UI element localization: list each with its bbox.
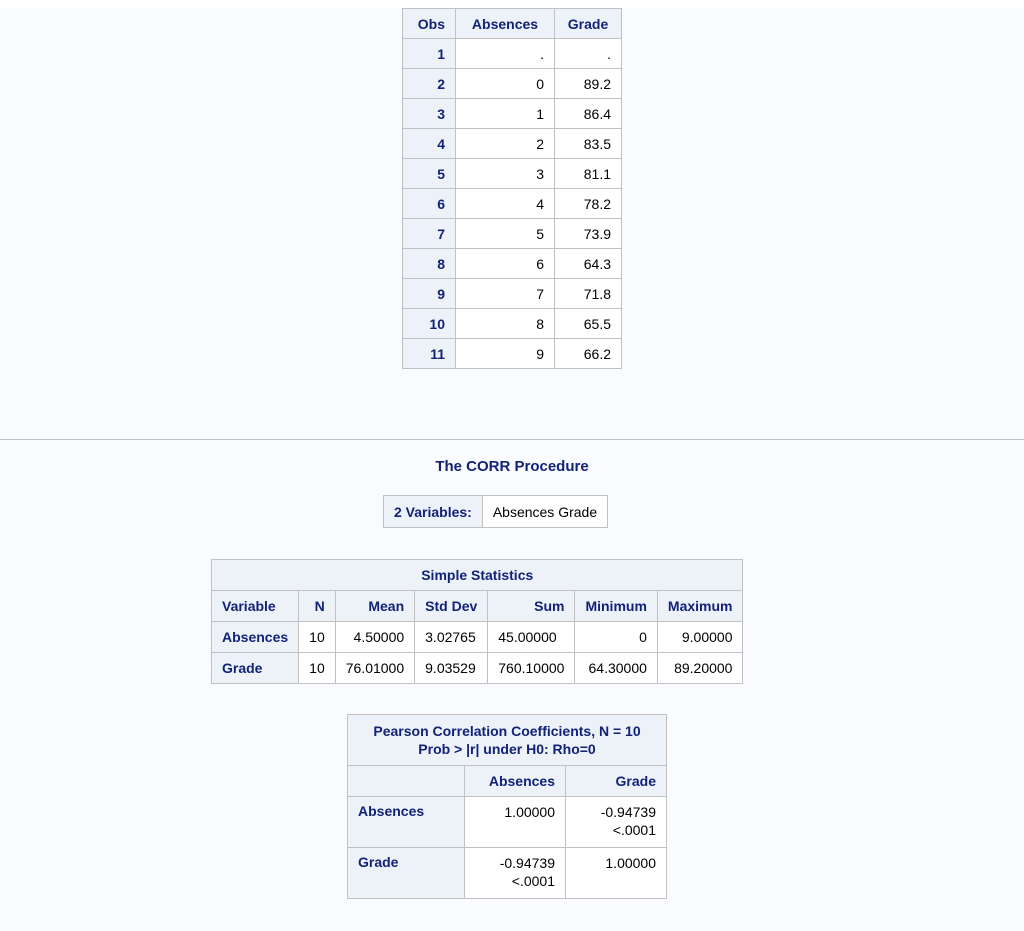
column-header-mean: Mean <box>335 591 414 622</box>
correlation-p: <.0001 <box>612 822 656 838</box>
column-header-absences: Absences <box>465 766 566 797</box>
row-header-obs: 8 <box>403 249 456 279</box>
cell-grade: 71.8 <box>555 279 622 309</box>
row-header-obs: 6 <box>403 189 456 219</box>
cell-std-dev: 9.03529 <box>415 653 488 684</box>
cell-absences: 1 <box>456 99 555 129</box>
cell-mean: 4.50000 <box>335 622 414 653</box>
row-header-absences: Absences <box>348 797 465 848</box>
correlation-r: 1.00000 <box>605 855 656 871</box>
column-header-obs: Obs <box>403 9 456 39</box>
variables-value: Absences Grade <box>482 496 607 528</box>
correlation-r: -0.94739 <box>600 804 656 820</box>
cell-absences: 6 <box>456 249 555 279</box>
cell-n: 10 <box>299 653 336 684</box>
row-header-obs: 3 <box>403 99 456 129</box>
table-row <box>403 339 622 369</box>
column-header-minimum: Minimum <box>575 591 657 622</box>
cell-grade: . <box>555 39 622 69</box>
cell-grade: 81.1 <box>555 159 622 189</box>
cell-std-dev: 3.02765 <box>415 622 488 653</box>
row-header-grade: Grade <box>212 653 299 684</box>
table-row <box>403 309 622 339</box>
column-header-sum: Sum <box>488 591 575 622</box>
cell-sum: 45.00000 <box>488 622 575 653</box>
cell-maximum: 9.00000 <box>657 622 743 653</box>
cell-absences: 0 <box>456 69 555 99</box>
cell-mean: 76.01000 <box>335 653 414 684</box>
row-header-obs: 2 <box>403 69 456 99</box>
correlation-r: 1.00000 <box>504 804 555 820</box>
pearson-title-line2: Prob > |r| under H0: Rho=0 <box>418 741 596 757</box>
row-header-absences: Absences <box>212 622 299 653</box>
cell-grade: 78.2 <box>555 189 622 219</box>
table-row <box>403 279 622 309</box>
correlation-cell <box>465 797 566 848</box>
row-header-obs: 5 <box>403 159 456 189</box>
cell-absences: 3 <box>456 159 555 189</box>
cell-grade: 86.4 <box>555 99 622 129</box>
cell-grade: 64.3 <box>555 249 622 279</box>
column-header-grade: Grade <box>566 766 667 797</box>
simple-statistics-table <box>211 559 743 684</box>
table-row <box>212 622 743 653</box>
row-header-obs: 1 <box>403 39 456 69</box>
table-row <box>403 129 622 159</box>
row-header-obs: 10 <box>403 309 456 339</box>
table-row <box>403 99 622 129</box>
cell-minimum: 64.30000 <box>575 653 657 684</box>
cell-absences: . <box>456 39 555 69</box>
cell-maximum: 89.20000 <box>657 653 743 684</box>
correlation-cell <box>465 848 566 899</box>
correlation-cell <box>566 848 667 899</box>
table-header-row <box>212 591 743 622</box>
correlation-r: -0.94739 <box>499 855 555 871</box>
table-row <box>403 249 622 279</box>
variables-label: 2 Variables: <box>384 496 483 528</box>
cell-absences: 4 <box>456 189 555 219</box>
column-header-std-dev: Std Dev <box>415 591 488 622</box>
table-row <box>403 69 622 99</box>
table-row <box>212 653 743 684</box>
top-band <box>0 0 1024 8</box>
cell-absences: 8 <box>456 309 555 339</box>
cell-grade: 89.2 <box>555 69 622 99</box>
cell-absences: 7 <box>456 279 555 309</box>
cell-grade: 66.2 <box>555 339 622 369</box>
corner-cell <box>348 766 465 797</box>
column-header-n: N <box>299 591 336 622</box>
table-row <box>403 39 622 69</box>
row-header-obs: 7 <box>403 219 456 249</box>
variables-table <box>383 495 608 528</box>
table-row <box>403 219 622 249</box>
cell-sum: 760.10000 <box>488 653 575 684</box>
cell-grade: 83.5 <box>555 129 622 159</box>
row-header-grade: Grade <box>348 848 465 899</box>
column-header-maximum: Maximum <box>657 591 743 622</box>
cell-grade: 73.9 <box>555 219 622 249</box>
procedure-title: The CORR Procedure <box>435 458 589 475</box>
column-header-absences: Absences <box>456 9 555 39</box>
pearson-correlation-table <box>347 714 667 899</box>
data-listing-table <box>402 8 622 369</box>
row-header-obs: 9 <box>403 279 456 309</box>
column-header-grade: Grade <box>555 9 622 39</box>
column-header-variable: Variable <box>212 591 299 622</box>
table-header-row <box>403 9 622 39</box>
pearson-title-line1: Pearson Correlation Coefficients, N = 10 <box>373 723 641 739</box>
pearson-title <box>348 715 667 766</box>
cell-absences: 5 <box>456 219 555 249</box>
cell-absences: 2 <box>456 129 555 159</box>
cell-absences: 9 <box>456 339 555 369</box>
table-row <box>403 189 622 219</box>
correlation-p: <.0001 <box>511 873 555 889</box>
table-row <box>348 797 667 848</box>
table-row <box>348 848 667 899</box>
table-row <box>403 159 622 189</box>
row-header-obs: 11 <box>403 339 456 369</box>
correlation-cell <box>566 797 667 848</box>
row-header-obs: 4 <box>403 129 456 159</box>
simple-statistics-title: Simple Statistics <box>212 560 743 591</box>
cell-grade: 65.5 <box>555 309 622 339</box>
cell-n: 10 <box>299 622 336 653</box>
section-divider <box>0 439 1024 440</box>
table-header-row <box>348 766 667 797</box>
cell-minimum: 0 <box>575 622 657 653</box>
